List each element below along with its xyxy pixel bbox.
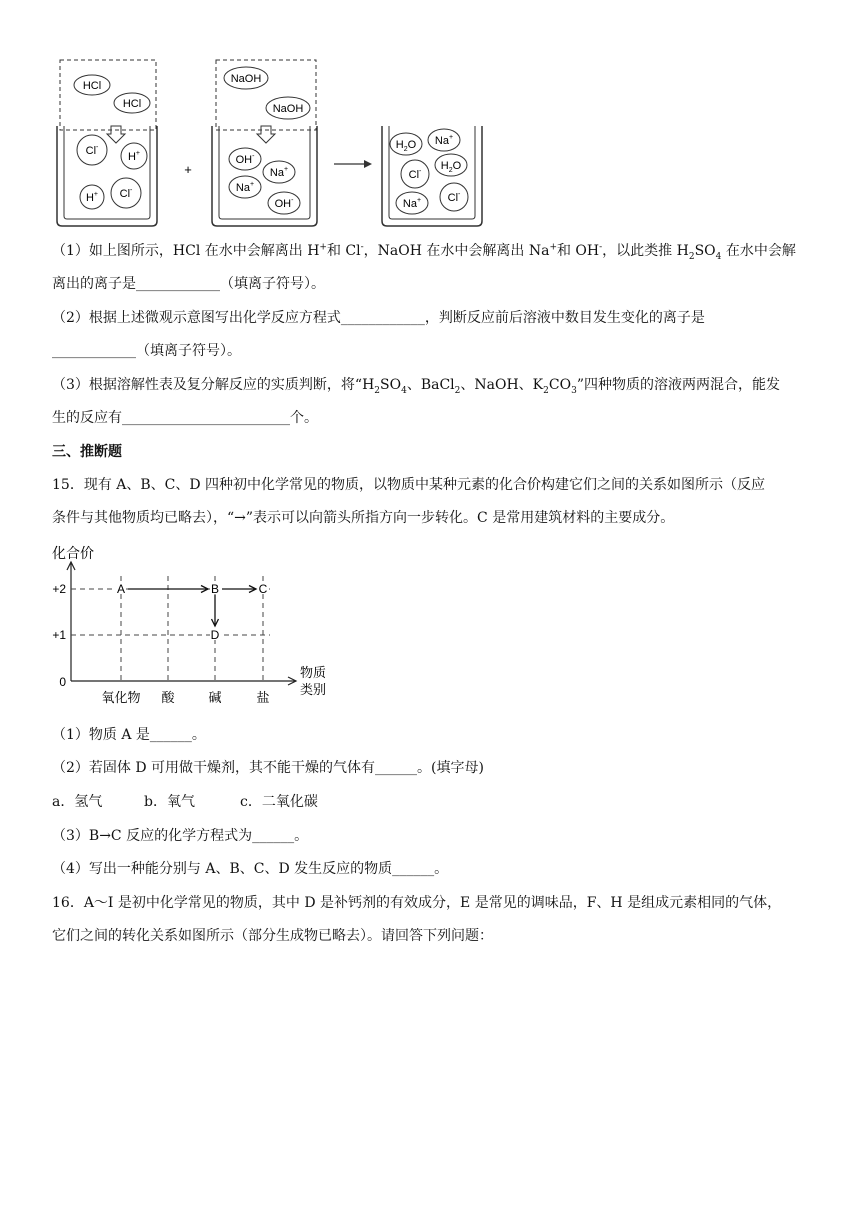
x-axis-title: 类别 [300,682,327,697]
q14-part3-line1: （3）根据溶解性表及复分解反应的实质判断，将“$H_2SO_4$、BaCl$_2$、NaOH、$K_2CO_3$”四种物质的溶液两两混合，能发 [52,377,780,396]
ion-label: Cl- [119,187,133,200]
point-label-b: B [210,582,220,596]
x-category-label: 氧化物 [101,690,141,705]
valence-chart [44,540,344,710]
ion-label: H+ [127,150,141,163]
q14-part2-line1: （2）根据上述微观示意图写出化学反应方程式____________，判断反应前后溶液中数目发生变化的离子是 [52,310,705,326]
arrow-b-to-d [212,595,219,626]
q15-sub1: （1）物质 A 是______。 [52,727,206,743]
x-axis-title: 物质 [300,665,327,680]
ion-label: HCl [122,98,142,110]
ion-label: $H_2O$ [440,160,462,174]
y-axis-title: 化合价 [52,545,94,561]
y-tick-label: +2 [52,582,66,596]
section-heading: 三、推断题 [52,444,122,460]
ion-label: Na+ [235,181,255,194]
x-category-label: 盐 [256,690,270,705]
y-tick-label: +1 [52,628,66,642]
ion-reaction-diagram [52,56,492,231]
arrow-b-to-c [222,586,256,593]
ion-label: Cl- [447,191,461,204]
ion-label: Na+ [434,134,454,147]
ion-label: OH- [235,153,255,166]
ion-label: HCl [82,80,102,92]
q15-sub3: （3）B→C 反应的化学方程式为______。 [52,828,309,844]
y-tick-label: 0 [59,675,66,689]
q15-sub2: （2）若固体 D 可用做干燥剂，其不能干燥的气体有______。(填字母) [52,760,484,776]
option-c: c．二氧化碳 [240,794,318,810]
plus-sign: + [184,162,192,177]
ion-label: Cl- [408,168,422,181]
q14-part3-line2: 生的反应有________________________个。 [52,410,318,426]
ion-label: NaOH [272,103,304,115]
ion-label: Na+ [402,197,422,210]
ion-label: NaOH [230,73,262,85]
ion-label: Na+ [269,166,289,179]
reaction-arrow-icon [334,160,372,168]
q16-stem-line1: 16．A～I 是初中化学常见的物质，其中 D 是补钙剂的有效成分，E 是常见的调味品，F、H 是组成元素相同的气体， [52,895,782,911]
option-b: b．氧气 [144,794,195,810]
ion-label: OH- [274,197,294,210]
point-label-a: A [116,582,126,596]
q15-options [52,791,318,813]
point-label-c: C [258,582,268,596]
x-category-label: 酸 [161,690,175,705]
ion-label: $H_2O$ [395,139,417,153]
q15-stem-line2: 条件与其他物质均已略去），“→”表示可以向箭头所指方向一步转化。C 是常用建筑材料的主要成分。 [52,510,675,526]
q15-sub4: （4）写出一种能分别与 A、B、C、D 发生反应的物质______。 [52,861,449,877]
down-arrow-icon [107,126,125,143]
x-category-label: 碱 [208,690,222,705]
down-arrow-icon [257,126,275,143]
point-label-d: D [210,628,220,642]
option-a: a．氢气 [52,794,103,810]
q14-part1-line2: 离出的离子是____________（填离子符号）。 [52,276,325,292]
q16-stem-line2: 它们之间的转化关系如图所示（部分生成物已略去）。请回答下列问题： [52,928,493,944]
q15-stem-line1: 15．现有 A、B、C、D 四种初中化学常见的物质，以物质中某种元素的化合价构建它们之间的关系如图所示（反应 [52,477,766,493]
beaker-1 [57,126,157,226]
q14-part1-line1: （1）如上图所示，HCl 在水中会解离出 H+和 Cl-，NaOH 在水中会解离出 Na+和 OH-，以此类推 $H_2SO_4$ 在水中会解 [52,242,796,262]
ion-label: Cl- [85,144,99,157]
ion-label: H+ [85,191,99,204]
q14-part2-line2: ____________（填离子符号）。 [52,343,241,359]
